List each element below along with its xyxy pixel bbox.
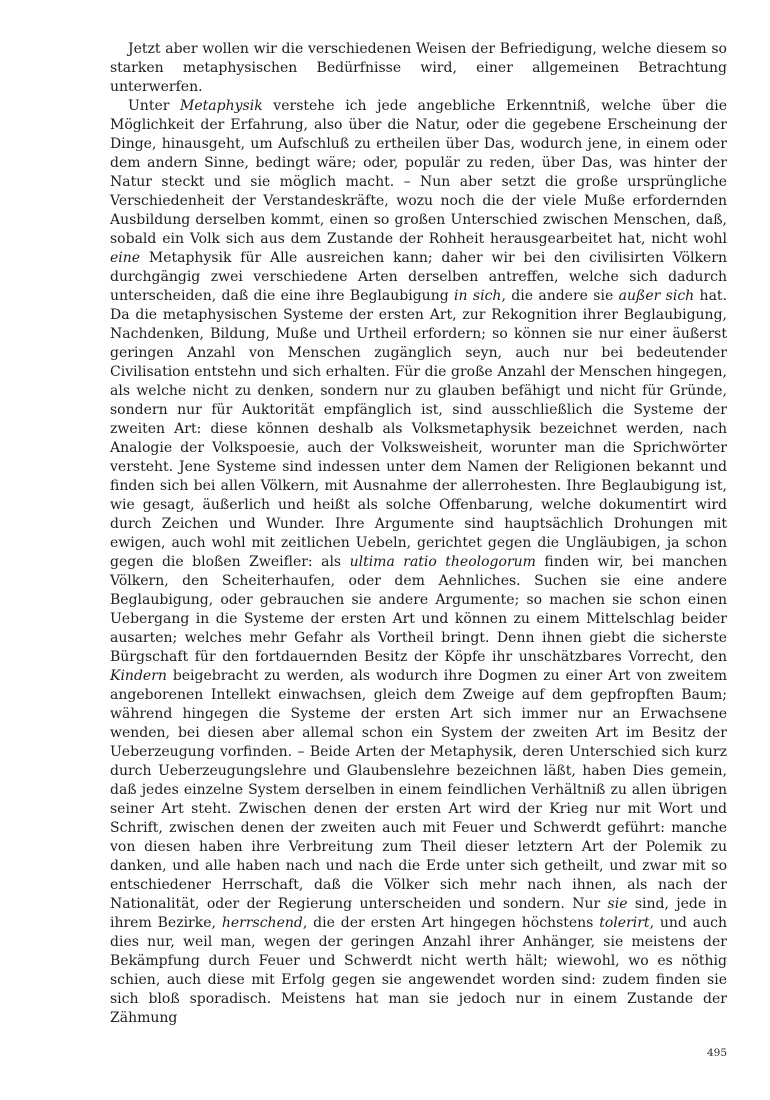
paragraph: [110, 97, 727, 1028]
text-run: verstehe ich jede angebliche Erkenntniß, welche über die Möglichkeit der Erfahrung, also über die Natur, oder die gegebene Erscheinung der Dinge, hinausgeht, um Aufschluß zu ertheilen über Das, wodurch jene, in einem oder dem andern Sinne, bedingt wäre; oder, populär zu reden, über Das, was hinter der Natur steckt und sie möglich macht. – Nun aber setzt die große ursprüngliche Verschiedenheit der Verstandeskräfte, wozu noch die der viele Muße erfordernden Ausbildung derselben kommt, einen so großen Unterschied zwischen Menschen, daß, sobald ein Volk sich aus dem Zustande der Rohheit herausgearbeitet hat, nicht wohl: [110, 98, 728, 247]
italic-text: ultima ratio theologorum: [349, 554, 536, 570]
italic-text: Metaphysik: [180, 98, 263, 114]
text-run: beigebracht zu werden, als wodurch ihre Dogmen zu einer Art von zweitem angeborenen Intellekt einwachsen, gleich dem Zweige auf dem gepfropften Baum; während hingegen die Systeme der ersten Art sich immer nur an Erwachsene wenden, bei diesen aber allemal schon ein System der zweiten Art im Besitz der Ueberzeugung vorfinden. – Beide Arten der Metaphysik, deren Unterschied sich kurz durch Ueberzeugungslehre und Glaubenslehre bezeichnen läßt, haben Dies gemein, daß jedes einzelne System derselben in einem feindlichen Verhältniß zu allen übrigen seiner Art steht. Zwischen denen der ersten Art wird der Krieg nur mit Wort und Schrift, zwischen denen der zweiten auch mit Feuer und Schwerdt geführt: manche von diesen haben ihre Verbreitung zum Theil dieser letztern Art der Polemik zu danken, und alle haben nach und nach die Erde unter sich getheilt, und zwar mit so entschiedener Herrschaft, daß die Völker sich mehr nach ihnen, als nach der Nationalität, oder der Regierung unterscheiden und sondern. Nur: [110, 668, 727, 912]
text-run: , und auch dies nur, weil man, wegen der geringen Anzahl ihrer Anhänger, sie meistens der Bekämpfung durch Feuer und Schwerdt nicht werth hält; wiewohl, wo es nöthig schien, auch diese mit Erfolg gegen sie angewendet worden sind: zudem finden sie sich bloß sporadisch. Meistens hat man sie jedoch nur in einem Zustande der Zähmung: [110, 915, 727, 1026]
italic-text: Kindern: [110, 668, 167, 684]
italic-text: außer sich: [618, 288, 695, 304]
text-run: Metaphysik für Alle ausreichen kann; daher wir bei den civilisirten Völkern durchgängig zwei verschiedene Arten derselben antreffen, welche sich dadurch unterscheiden, daß die eine ihre Beglaubigung: [110, 250, 727, 304]
italic-text: in sich: [454, 288, 502, 304]
page-number: 495: [706, 1047, 727, 1059]
italic-text: eine: [110, 250, 141, 266]
paragraph: [110, 40, 727, 97]
text-run: sind, jede in ihrem Bezirke,: [110, 896, 728, 931]
text-run: , die andere sie: [501, 288, 619, 304]
text-run: , die der ersten Art hingegen höchstens: [302, 915, 600, 931]
text-run: Jetzt aber wollen wir die verschiedenen Weisen der Befriedigung, welche diesem so starken metaphysischen Bedürfnisse wird, einer allgemeinen Betrachtung unterwerfen.: [110, 41, 727, 95]
italic-text: herrschend: [221, 915, 303, 931]
page-body: [110, 40, 727, 1028]
text-run: finden wir, bei manchen Völkern, den Scheiterhaufen, oder dem Aehnliches. Suchen sie eine andere Beglaubigung, oder gebrauchen sie andere Argumente; so machen sie schon einen Uebergang in die Systeme der ersten Art und können zu einem Mittelschlag beider ausarten; welches mehr Gefahr als Vortheil bringt. Denn ihnen giebt die sicherste Bürgschaft für den fortdauernden Besitz der Köpfe ihr unschätzbares Vorrecht, den: [110, 554, 727, 665]
italic-text: tolerirt: [599, 915, 650, 931]
text-run: hat. Da die metaphysischen Systeme der ersten Art, zur Rekognition ihrer Beglaubigung, Nachdenken, Bildung, Muße und Urtheil erfordern; so können sie nur einer äußerst geringen Anzahl von Menschen zugänglich seyn, auch nur bei bedeutender Civilisation entstehn und sich erhalten. Für die große Anzahl der Menschen hingegen, als welche nicht zu denken, sondern nur zu glauben befähigt und nicht für Gründe, sondern nur für Auktorität empfänglich ist, sind ausschließlich die Systeme der zweiten Art: diese können deshalb als Volksmetaphysik bezeichnet werden, nach Analogie der Volkspoesie, auch der Volksweisheit, worunter man die Sprichwörter versteht. Jene Systeme sind indessen unter dem Namen der Religionen bekannt und finden sich bei allen Völkern, mit Ausnahme der allerrohesten. Ihre Beglaubigung ist, wie gesagt, äußerlich und heißt als solche Offenbarung, welche dokumentirt wird durch Zeichen und Wunder. Ihre Argumente sind hauptsächlich Drohungen mit ewigen, auch wohl mit zeitlichen Uebeln, gerichtet gegen die Ungläubigen, ja schon gegen die bloßen Zweifler: als: [110, 288, 727, 570]
italic-text: sie: [607, 896, 628, 912]
text-run: Unter: [128, 98, 181, 114]
